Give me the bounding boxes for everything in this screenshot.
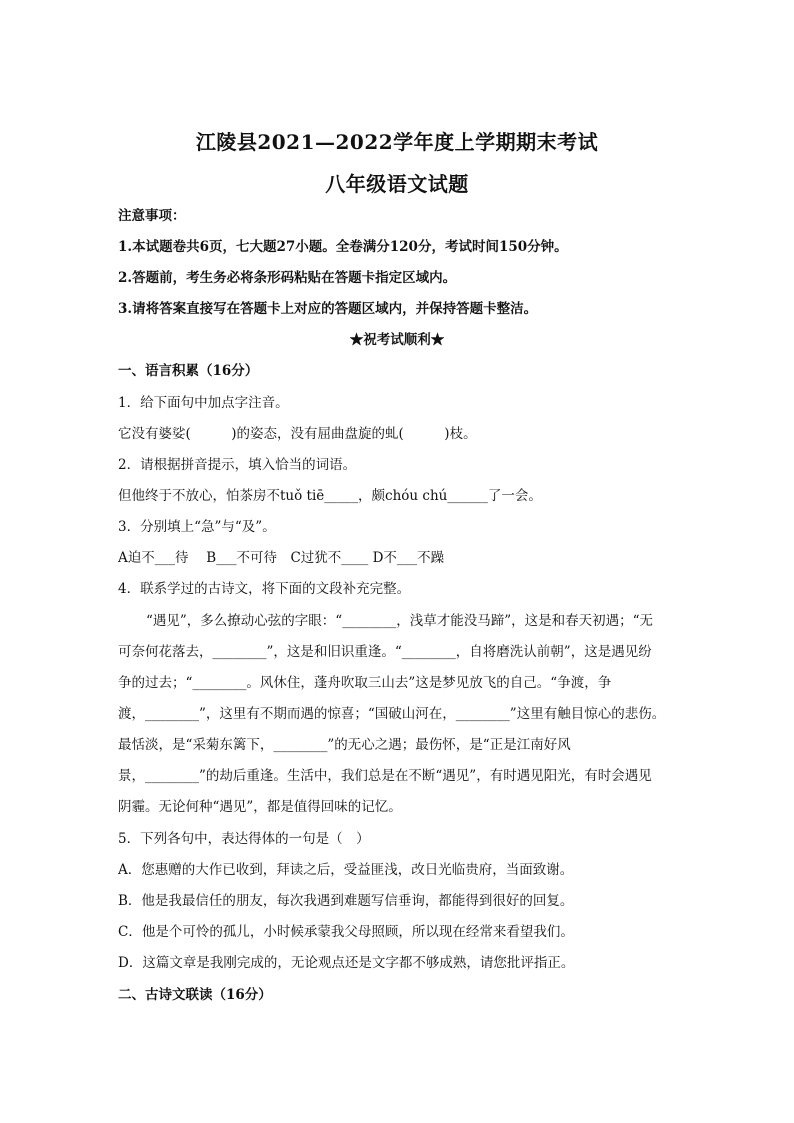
question-line: 但他终于不放心，怕茶房不tuǒ tiē_____，颇chóu chú______了一会。 bbox=[118, 488, 542, 504]
passage-line: 景，________”的劫后重逢。生活中，我们总是在不断“遇见”，有时遇见阳光，有时会遇见 bbox=[118, 768, 652, 784]
notice-heading: 注意事项： bbox=[118, 208, 186, 224]
option-line: B．他是我最信任的朋友，每次我遇到难题写信垂询，都能得到很好的回复。 bbox=[118, 893, 574, 909]
question-line: 1．给下面句中加点字注音。 bbox=[118, 395, 289, 411]
notice-item: 2.答题前，考生务必将条形码粘贴在答题卡指定区域内。 bbox=[118, 270, 457, 286]
passage-line: “遇见”，多么撩动心弦的字眼：“________，浅草才能没马蹄”，这是和春天初遇；“无 bbox=[146, 613, 654, 629]
question-line: A迫不___待 B___不可待 C过犹不____ D不___不躁 bbox=[118, 550, 445, 566]
notice-item: 1.本试题卷共6页，七大题27小题。全卷满分120分，考试时间150分钟。 bbox=[118, 239, 568, 255]
section-heading: 一、语言积累（16分） bbox=[118, 363, 259, 379]
passage-line: 阴霾。无论何种“遇见”，都是值得回味的记忆。 bbox=[118, 799, 402, 815]
exam-subtitle: 八年级语文试题 bbox=[325, 172, 469, 196]
passage-line: 争的过去；“________。风休住，蓬舟吹取三山去”这是梦见放飞的自己。“争渡，争 bbox=[118, 675, 612, 691]
option-line: C．他是个可怜的孤儿，小时候承蒙我父母照顾，所以现在经常来看望我们。 bbox=[118, 924, 574, 940]
notice-item: 3.请将答案直接写在答题卡上对应的答题区域内，并保持答题卡整洁。 bbox=[118, 301, 538, 317]
option-line: D．这篇文章是我刚完成的，无论观点还是文字都不够成熟，请您批评指正。 bbox=[118, 955, 575, 971]
question-line: 5．下列各句中，表达得体的一句是（ ） bbox=[118, 831, 370, 847]
passage-line: 渡，________”，这里有不期而遇的惊喜；“国破山河在，________”这里有触目惊心的悲伤。 bbox=[118, 706, 666, 722]
passage-line: 可奈何花落去，________”，这是和旧识重逢。“________，自将磨洗认前朝”，这是遇见纷 bbox=[118, 644, 652, 660]
exam-title: 江陵县2021—2022学年度上学期期末考试 bbox=[195, 130, 599, 154]
option-line: A．您惠赠的大作已收到，拜读之后，受益匪浅，改日光临贵府，当面致谢。 bbox=[118, 862, 574, 878]
question-line: 3．分别填上“急”与“及”。 bbox=[118, 519, 276, 535]
section-heading: 二、古诗文联读（16分） bbox=[118, 987, 272, 1003]
question-line: 4．联系学过的古诗文，将下面的文段补充完整。 bbox=[118, 581, 411, 597]
question-line: 它没有婆娑( )的姿态，没有屈曲盘旋的虬( )枝。 bbox=[118, 426, 477, 442]
passage-line: 最恬淡，是“采菊东篱下，________”的无心之遇；最伤怀，是“正是江南好风 bbox=[118, 737, 571, 753]
good-luck-wish: ★祝考试顺利★ bbox=[349, 332, 445, 348]
question-line: 2．请根据拼音提示，填入恰当的词语。 bbox=[118, 457, 357, 473]
